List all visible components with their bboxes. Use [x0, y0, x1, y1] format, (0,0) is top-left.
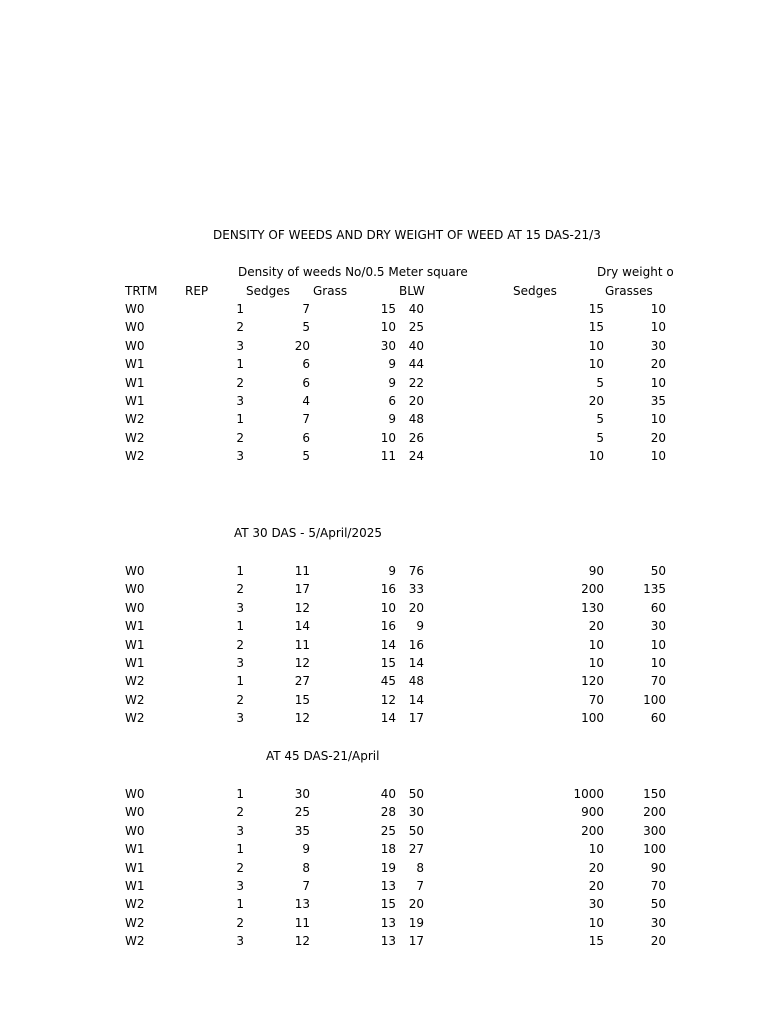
document-title: DENSITY OF WEEDS AND DRY WEIGHT OF WEED AT 15 DAS-21/3 [213, 228, 601, 242]
table-row [0, 674, 768, 692]
row-trtm: W2 [125, 897, 145, 912]
row-trtm: W2 [125, 915, 145, 930]
col-header-blw: BLW [399, 284, 425, 298]
row-rep: 2 [236, 915, 244, 930]
row-sedges: 35 [294, 823, 310, 838]
row-trtm: W0 [125, 582, 145, 597]
density-group-header: Density of weeds No/0.5 Meter square [238, 265, 468, 279]
row-dry-weight-sedges: 130 [581, 600, 604, 615]
row-grass: 15 [380, 656, 396, 670]
row-dry-weight-sedges: 20 [588, 879, 604, 893]
table-row [0, 339, 768, 357]
row-rep: 1 [236, 564, 244, 578]
row-trtm: W0 [125, 320, 145, 335]
row-grass: 9 [388, 564, 396, 578]
row-trtm: W1 [125, 394, 145, 408]
row-blw: 8 [416, 860, 424, 875]
row-trtm: W2 [125, 674, 145, 689]
row-rep: 1 [236, 787, 244, 801]
section-heading-30-das: AT 30 DAS - 5/April/2025 [234, 526, 383, 540]
table-row [0, 879, 768, 897]
row-dry-weight-sedges: 900 [581, 805, 604, 820]
row-blw: 50 [408, 787, 424, 801]
row-grass: 12 [380, 692, 396, 707]
row-sedges: 4 [302, 394, 310, 408]
row-grass: 14 [380, 637, 396, 652]
row-dry-weight-sedges: 90 [588, 564, 604, 578]
row-grass: 10 [380, 600, 396, 615]
row-dry-weight-sedges: 30 [588, 897, 604, 912]
row-rep: 1 [236, 674, 244, 689]
row-rep: 2 [236, 375, 244, 390]
row-dry-weight-sedges: 10 [588, 338, 604, 353]
row-blw: 20 [408, 897, 424, 912]
row-blw: 40 [408, 302, 424, 316]
table-row [0, 693, 768, 711]
row-trtm: W0 [125, 787, 145, 801]
col-header-dw-sedges: Sedges [513, 284, 557, 298]
row-blw: 20 [408, 394, 424, 408]
row-trtm: W1 [125, 842, 145, 857]
row-grass: 40 [380, 787, 396, 801]
row-dry-weight-grasses: 70 [650, 879, 666, 893]
row-trtm: W1 [125, 879, 145, 893]
row-blw: 16 [408, 637, 424, 652]
row-sedges: 13 [294, 897, 310, 912]
row-blw: 48 [408, 412, 424, 427]
row-trtm: W1 [125, 619, 145, 634]
row-rep: 2 [236, 582, 244, 597]
row-blw: 9 [416, 619, 424, 634]
row-dry-weight-grasses: 100 [643, 842, 666, 857]
row-blw: 48 [408, 674, 424, 689]
row-rep: 2 [236, 637, 244, 652]
row-blw: 33 [408, 582, 424, 597]
table-row [0, 934, 768, 952]
row-grass: 13 [380, 915, 396, 930]
row-blw: 27 [408, 842, 424, 857]
row-dry-weight-sedges: 15 [588, 320, 604, 335]
table-row [0, 412, 768, 430]
row-rep: 3 [236, 879, 244, 893]
row-trtm: W1 [125, 375, 145, 390]
row-grass: 13 [380, 934, 396, 949]
row-dry-weight-sedges: 200 [581, 582, 604, 597]
col-header-trtm: TRTM [125, 284, 158, 298]
row-rep: 2 [236, 692, 244, 707]
row-grass: 28 [380, 805, 396, 820]
row-trtm: W0 [125, 338, 145, 353]
row-sedges: 12 [294, 934, 310, 949]
row-dry-weight-sedges: 70 [588, 692, 604, 707]
row-sedges: 8 [302, 860, 310, 875]
row-dry-weight-sedges: 5 [596, 430, 604, 445]
row-rep: 3 [236, 656, 244, 670]
row-dry-weight-grasses: 150 [643, 787, 666, 801]
row-trtm: W0 [125, 600, 145, 615]
row-trtm: W2 [125, 449, 145, 464]
row-trtm: W2 [125, 692, 145, 707]
table-row [0, 320, 768, 338]
row-dry-weight-sedges: 15 [588, 302, 604, 316]
row-grass: 45 [380, 674, 396, 689]
row-dry-weight-grasses: 60 [650, 711, 666, 726]
row-dry-weight-grasses: 20 [650, 934, 666, 949]
row-rep: 2 [236, 805, 244, 820]
row-trtm: W0 [125, 564, 145, 578]
row-dry-weight-grasses: 200 [643, 805, 666, 820]
row-dry-weight-grasses: 10 [650, 375, 666, 390]
section-heading-45-das: AT 45 DAS-21/April [266, 749, 380, 763]
row-grass: 10 [380, 430, 396, 445]
row-dry-weight-grasses: 30 [650, 915, 666, 930]
row-blw: 20 [408, 600, 424, 615]
row-grass: 14 [380, 711, 396, 726]
row-grass: 19 [380, 860, 396, 875]
row-blw: 44 [408, 357, 424, 372]
row-grass: 15 [380, 302, 396, 316]
row-sedges: 15 [294, 692, 310, 707]
table-row [0, 787, 768, 805]
row-blw: 17 [408, 934, 424, 949]
row-sedges: 12 [294, 656, 310, 670]
row-grass: 16 [380, 582, 396, 597]
row-dry-weight-grasses: 50 [650, 564, 666, 578]
row-dry-weight-sedges: 20 [588, 619, 604, 634]
row-blw: 40 [408, 338, 424, 353]
row-sedges: 11 [294, 564, 310, 578]
row-dry-weight-grasses: 10 [650, 302, 666, 316]
row-dry-weight-sedges: 10 [588, 842, 604, 857]
row-rep: 1 [236, 842, 244, 857]
row-dry-weight-grasses: 135 [643, 582, 666, 597]
row-blw: 22 [408, 375, 424, 390]
row-grass: 9 [388, 357, 396, 372]
row-dry-weight-grasses: 30 [650, 338, 666, 353]
row-grass: 6 [388, 394, 396, 408]
row-dry-weight-grasses: 20 [650, 357, 666, 372]
table-row [0, 564, 768, 582]
row-sedges: 17 [294, 582, 310, 597]
row-grass: 15 [380, 897, 396, 912]
row-dry-weight-grasses: 90 [650, 860, 666, 875]
row-rep: 1 [236, 302, 244, 316]
row-dry-weight-grasses: 60 [650, 600, 666, 615]
col-header-sedges: Sedges [246, 284, 290, 298]
row-dry-weight-sedges: 10 [588, 656, 604, 670]
row-dry-weight-grasses: 70 [650, 674, 666, 689]
row-grass: 18 [380, 842, 396, 857]
row-dry-weight-grasses: 50 [650, 897, 666, 912]
row-rep: 2 [236, 860, 244, 875]
table-row [0, 619, 768, 637]
row-dry-weight-sedges: 100 [581, 711, 604, 726]
row-sedges: 12 [294, 600, 310, 615]
row-grass: 16 [380, 619, 396, 634]
row-sedges: 27 [294, 674, 310, 689]
row-rep: 3 [236, 711, 244, 726]
table-row [0, 601, 768, 619]
table-row [0, 431, 768, 449]
row-sedges: 6 [302, 430, 310, 445]
row-dry-weight-sedges: 10 [588, 449, 604, 464]
row-sedges: 7 [302, 302, 310, 316]
row-blw: 24 [408, 449, 424, 464]
table-row [0, 916, 768, 934]
row-dry-weight-sedges: 20 [588, 860, 604, 875]
row-sedges: 14 [294, 619, 310, 634]
row-blw: 30 [408, 805, 424, 820]
row-blw: 76 [408, 564, 424, 578]
row-grass: 25 [380, 823, 396, 838]
row-trtm: W0 [125, 805, 145, 820]
row-dry-weight-grasses: 20 [650, 430, 666, 445]
table-row [0, 394, 768, 412]
row-dry-weight-sedges: 120 [581, 674, 604, 689]
table-row [0, 842, 768, 860]
row-rep: 1 [236, 897, 244, 912]
row-rep: 1 [236, 619, 244, 634]
row-sedges: 30 [294, 787, 310, 801]
row-dry-weight-sedges: 20 [588, 394, 604, 408]
row-sedges: 7 [302, 879, 310, 893]
row-rep: 2 [236, 320, 244, 335]
row-dry-weight-sedges: 5 [596, 375, 604, 390]
row-rep: 3 [236, 394, 244, 408]
dry-weight-group-header: Dry weight o [597, 265, 674, 279]
row-sedges: 11 [294, 915, 310, 930]
row-rep: 1 [236, 412, 244, 427]
row-trtm: W2 [125, 430, 145, 445]
table-row [0, 638, 768, 656]
table-row [0, 897, 768, 915]
table-row [0, 861, 768, 879]
row-dry-weight-sedges: 1000 [573, 787, 604, 801]
row-blw: 25 [408, 320, 424, 335]
row-grass: 13 [380, 879, 396, 893]
row-dry-weight-grasses: 10 [650, 320, 666, 335]
table-row [0, 824, 768, 842]
row-dry-weight-sedges: 10 [588, 637, 604, 652]
row-sedges: 9 [302, 842, 310, 857]
row-dry-weight-sedges: 15 [588, 934, 604, 949]
row-dry-weight-grasses: 300 [643, 823, 666, 838]
row-trtm: W0 [125, 823, 145, 838]
col-header-grass: Grass [313, 284, 348, 298]
table-row [0, 376, 768, 394]
row-dry-weight-grasses: 35 [650, 394, 666, 408]
col-header-dw-grasses: Grasses [605, 284, 653, 298]
row-sedges: 5 [302, 320, 310, 335]
row-rep: 3 [236, 934, 244, 949]
row-grass: 11 [380, 449, 396, 464]
row-sedges: 5 [302, 449, 310, 464]
row-grass: 9 [388, 412, 396, 427]
row-trtm: W1 [125, 637, 145, 652]
row-grass: 9 [388, 375, 396, 390]
row-blw: 7 [416, 879, 424, 893]
row-dry-weight-grasses: 30 [650, 619, 666, 634]
row-rep: 3 [236, 600, 244, 615]
table-row [0, 357, 768, 375]
row-blw: 14 [408, 692, 424, 707]
row-sedges: 25 [294, 805, 310, 820]
table-row [0, 582, 768, 600]
row-sedges: 6 [302, 357, 310, 372]
row-dry-weight-grasses: 10 [650, 656, 666, 670]
row-dry-weight-sedges: 200 [581, 823, 604, 838]
table-row [0, 302, 768, 320]
row-trtm: W2 [125, 711, 145, 726]
row-blw: 14 [408, 656, 424, 670]
row-trtm: W0 [125, 302, 145, 316]
row-dry-weight-grasses: 10 [650, 637, 666, 652]
row-grass: 10 [380, 320, 396, 335]
row-trtm: W2 [125, 412, 145, 427]
row-dry-weight-grasses: 100 [643, 692, 666, 707]
row-rep: 3 [236, 449, 244, 464]
table-row [0, 711, 768, 729]
row-sedges: 11 [294, 637, 310, 652]
row-trtm: W1 [125, 860, 145, 875]
row-rep: 1 [236, 357, 244, 372]
row-sedges: 20 [294, 338, 310, 353]
row-blw: 19 [408, 915, 424, 930]
row-blw: 17 [408, 711, 424, 726]
row-sedges: 6 [302, 375, 310, 390]
table-row [0, 656, 768, 674]
col-header-rep: REP [185, 284, 209, 298]
row-trtm: W1 [125, 357, 145, 372]
row-rep: 3 [236, 823, 244, 838]
row-rep: 2 [236, 430, 244, 445]
row-blw: 50 [408, 823, 424, 838]
table-row [0, 805, 768, 823]
row-dry-weight-sedges: 5 [596, 412, 604, 427]
row-dry-weight-sedges: 10 [588, 357, 604, 372]
row-blw: 26 [408, 430, 424, 445]
row-dry-weight-grasses: 10 [650, 412, 666, 427]
row-trtm: W1 [125, 656, 145, 670]
row-sedges: 12 [294, 711, 310, 726]
row-trtm: W2 [125, 934, 145, 949]
table-row [0, 449, 768, 467]
row-dry-weight-sedges: 10 [588, 915, 604, 930]
row-grass: 30 [380, 338, 396, 353]
row-sedges: 7 [302, 412, 310, 427]
row-rep: 3 [236, 338, 244, 353]
row-dry-weight-grasses: 10 [650, 449, 666, 464]
